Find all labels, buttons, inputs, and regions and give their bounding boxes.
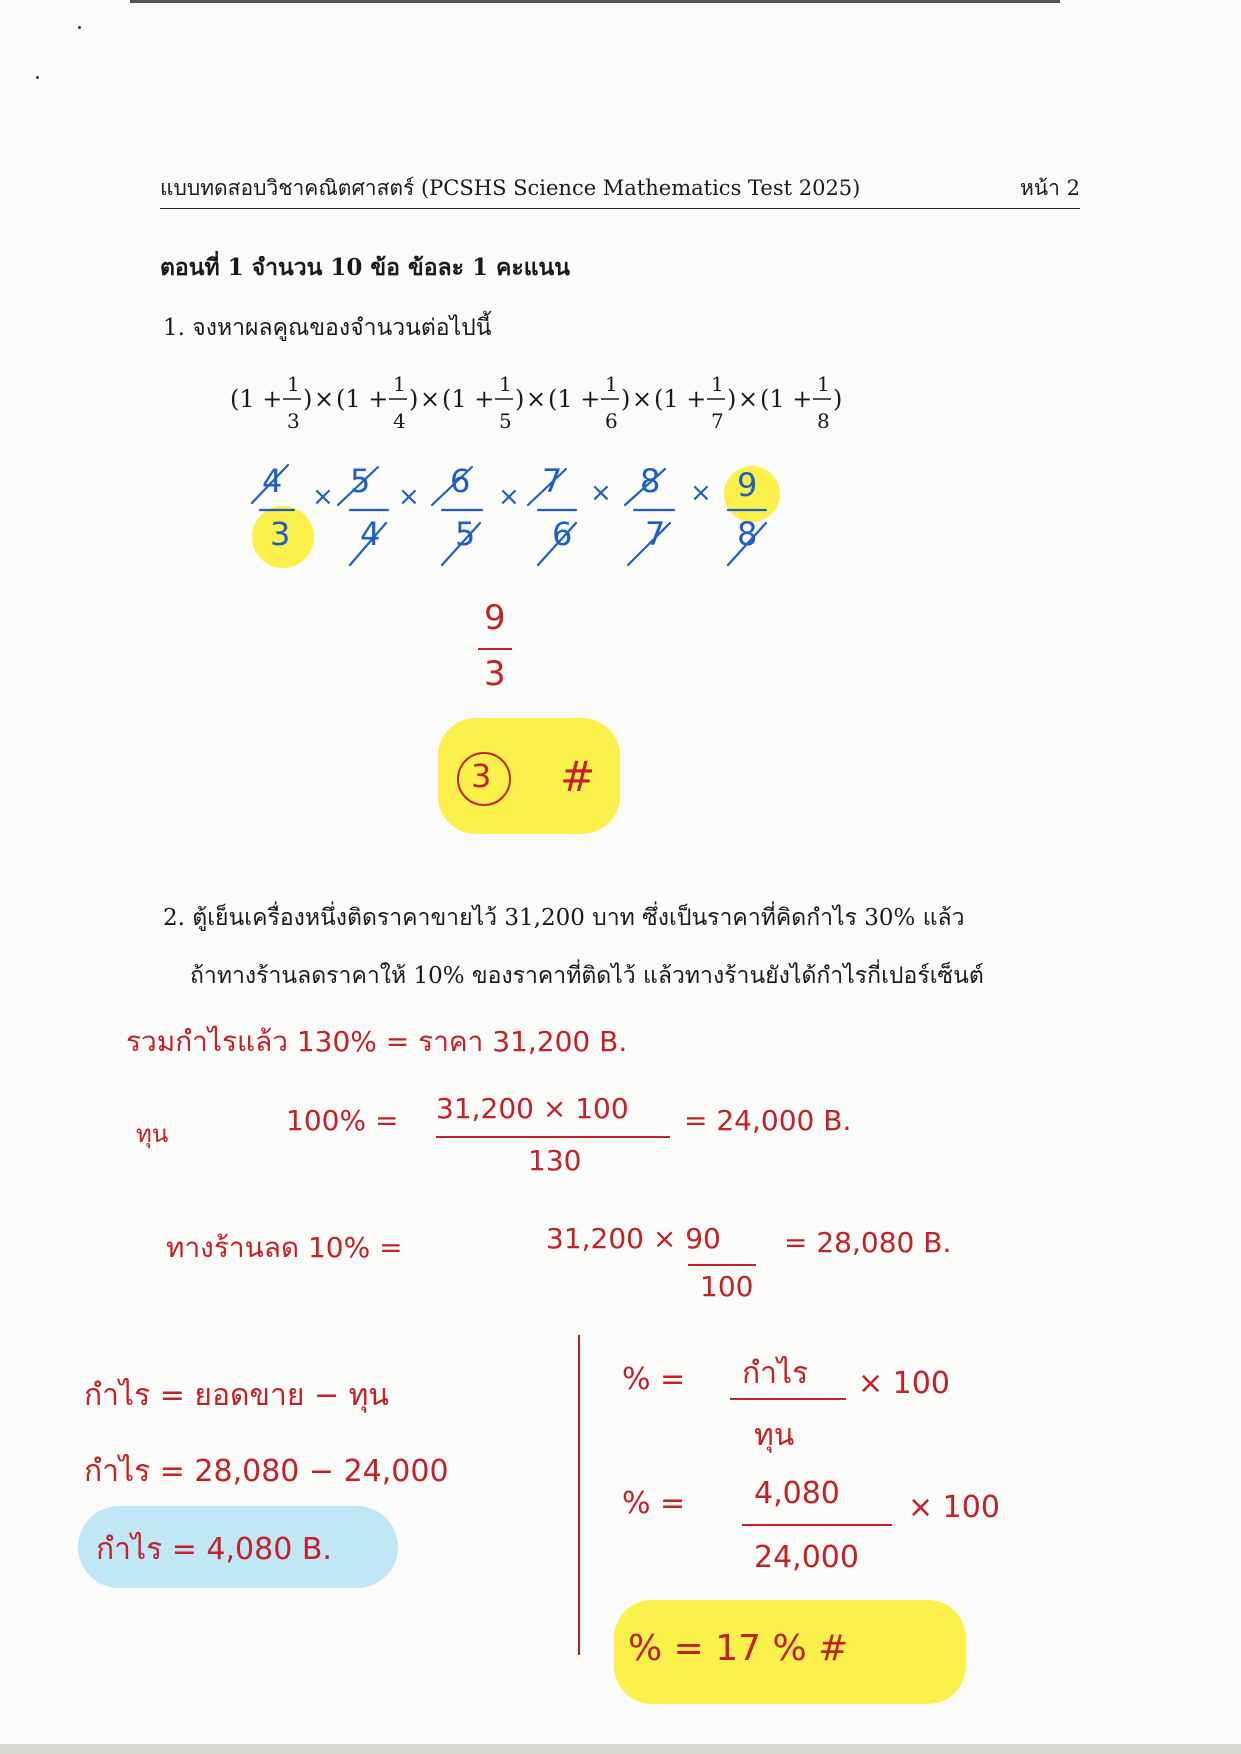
work-times-3: × bbox=[498, 482, 520, 512]
result-numerator: 9 bbox=[484, 598, 506, 638]
work-num-6: 9 bbox=[737, 466, 758, 504]
work-cost-result: = 24,000 B. bbox=[684, 1104, 852, 1137]
work-percent-multiplier-2: × 100 bbox=[908, 1490, 1000, 1525]
svg-text:5: 5 bbox=[499, 409, 512, 433]
work-cost-lhs: 100% = bbox=[286, 1104, 399, 1137]
work-discount-numerator: 31,200 × 90 bbox=[546, 1222, 721, 1255]
work-percent-lhs-2: % = bbox=[622, 1486, 686, 1521]
work-percent-multiplier-1: × 100 bbox=[858, 1366, 950, 1401]
scan-speck bbox=[78, 26, 81, 29]
svg-text:×: × bbox=[420, 385, 441, 413]
svg-text:1: 1 bbox=[605, 372, 618, 396]
svg-text:1: 1 bbox=[287, 372, 300, 396]
scan-bottom-edge bbox=[0, 1744, 1241, 1754]
svg-text:7: 7 bbox=[711, 409, 724, 433]
work-cost-fraction-bar bbox=[436, 1136, 670, 1138]
svg-text:(1 +: (1 + bbox=[442, 385, 495, 413]
work-cost-label: ทุน bbox=[136, 1120, 169, 1148]
work-den-1: 3 bbox=[270, 515, 291, 553]
svg-text:×: × bbox=[314, 385, 335, 413]
question-2-line-1: 2. ตู้เย็นเครื่องหนึ่งติดราคาขายไว้ 31,200 บาท ซึ่งเป็นราคาที่คิดกำไร 30% แล้ว bbox=[163, 905, 965, 931]
header-title: แบบทดสอบวิชาคณิตศาสตร์ (PCSHS Science Mathematics Test 2025) bbox=[160, 176, 861, 200]
work-cost-numerator: 31,200 × 100 bbox=[436, 1092, 629, 1125]
work-times-2: × bbox=[398, 482, 420, 512]
work-times-4: × bbox=[590, 478, 612, 508]
work-den-4: 6 bbox=[552, 515, 573, 553]
svg-text:1: 1 bbox=[393, 372, 406, 396]
column-divider bbox=[578, 1335, 580, 1655]
work-discount-fraction-bar bbox=[688, 1264, 756, 1266]
work-percent-denominator-2: 24,000 bbox=[754, 1540, 859, 1575]
svg-text:): ) bbox=[409, 385, 419, 413]
q1-answer: 3 bbox=[471, 757, 492, 795]
svg-text:8: 8 bbox=[817, 409, 830, 433]
section-title: ตอนที่ 1 จำนวน 10 ข้อ ข้อละ 1 คะแนน bbox=[160, 254, 570, 281]
svg-text:1: 1 bbox=[499, 372, 512, 396]
work-den-5: 7 bbox=[645, 515, 666, 553]
svg-text:6: 6 bbox=[605, 409, 618, 433]
work-line-selling-price: รวมกำไรแล้ว 130% = ราคา 31,200 B. bbox=[126, 1025, 628, 1058]
work-num-3: 6 bbox=[450, 462, 471, 500]
question-1-expression bbox=[230, 362, 880, 442]
scan-speck bbox=[36, 76, 39, 79]
work-den-3: 5 bbox=[455, 515, 476, 553]
svg-text:(1 +: (1 + bbox=[336, 385, 389, 413]
work-profit-result: กำไร = 4,080 B. bbox=[96, 1532, 332, 1567]
svg-text:×: × bbox=[632, 385, 653, 413]
work-profit-subtraction: กำไร = 28,080 − 24,000 bbox=[84, 1454, 449, 1489]
svg-text:×: × bbox=[738, 385, 759, 413]
result-fraction-bar bbox=[478, 648, 512, 650]
svg-text:1: 1 bbox=[817, 372, 830, 396]
svg-text:(1 +: (1 + bbox=[654, 385, 707, 413]
work-discount-result: = 28,080 B. bbox=[784, 1226, 952, 1259]
svg-text:4: 4 bbox=[393, 409, 406, 433]
svg-text:1: 1 bbox=[711, 372, 724, 396]
result-denominator: 3 bbox=[484, 654, 506, 694]
work-num-4: 7 bbox=[542, 462, 563, 500]
question-2-line-2: ถ้าทางร้านลดราคาให้ 10% ของราคาที่ติดไว้ แล้วทางร้านยังได้กำไรกี่เปอร์เซ็นต์ bbox=[190, 963, 984, 989]
svg-text:(1 +: (1 + bbox=[230, 385, 283, 413]
q1-answer-mark: # bbox=[560, 752, 596, 801]
work-cancellation-strokes bbox=[250, 455, 790, 575]
work-percent-fraction-bar-1 bbox=[730, 1398, 846, 1400]
svg-text:): ) bbox=[515, 385, 525, 413]
work-percent-numerator-1: กำไร bbox=[742, 1356, 809, 1391]
svg-text:(1 +: (1 + bbox=[548, 385, 601, 413]
work-den-6: 8 bbox=[737, 515, 758, 553]
svg-text:×: × bbox=[526, 385, 547, 413]
work-num-5: 8 bbox=[640, 462, 661, 500]
svg-text:): ) bbox=[303, 385, 313, 413]
work-cost-denominator: 130 bbox=[528, 1144, 582, 1177]
top-edge-rule bbox=[130, 0, 1060, 3]
page-number: หน้า 2 bbox=[1019, 176, 1080, 200]
work-discount-lhs: ทางร้านลด 10% = bbox=[166, 1231, 403, 1264]
work-times-5: × bbox=[690, 478, 712, 508]
work-profit-formula: กำไร = ยอดขาย − ทุน bbox=[84, 1378, 389, 1413]
work-percent-fraction-bar-2 bbox=[742, 1524, 892, 1526]
work-percent-lhs-1: % = bbox=[622, 1362, 686, 1397]
work-den-2: 4 bbox=[360, 515, 381, 553]
page-header bbox=[160, 172, 1080, 209]
work-times-1: × bbox=[312, 482, 334, 512]
q2-final-answer: % = 17 % # bbox=[628, 1628, 849, 1669]
svg-text:): ) bbox=[833, 385, 843, 413]
work-num-2: 5 bbox=[350, 462, 371, 500]
work-percent-denominator-1: ทุน bbox=[754, 1418, 795, 1453]
svg-text:): ) bbox=[621, 385, 631, 413]
work-discount-denominator: 100 bbox=[700, 1270, 754, 1303]
work-percent-numerator-2: 4,080 bbox=[754, 1476, 840, 1511]
svg-text:3: 3 bbox=[287, 409, 300, 433]
question-1-text: 1. จงหาผลคูณของจำนวนต่อไปนี้ bbox=[163, 315, 492, 341]
work-num-1: 4 bbox=[262, 462, 283, 500]
svg-text:(1 +: (1 + bbox=[760, 385, 813, 413]
svg-text:): ) bbox=[727, 385, 737, 413]
